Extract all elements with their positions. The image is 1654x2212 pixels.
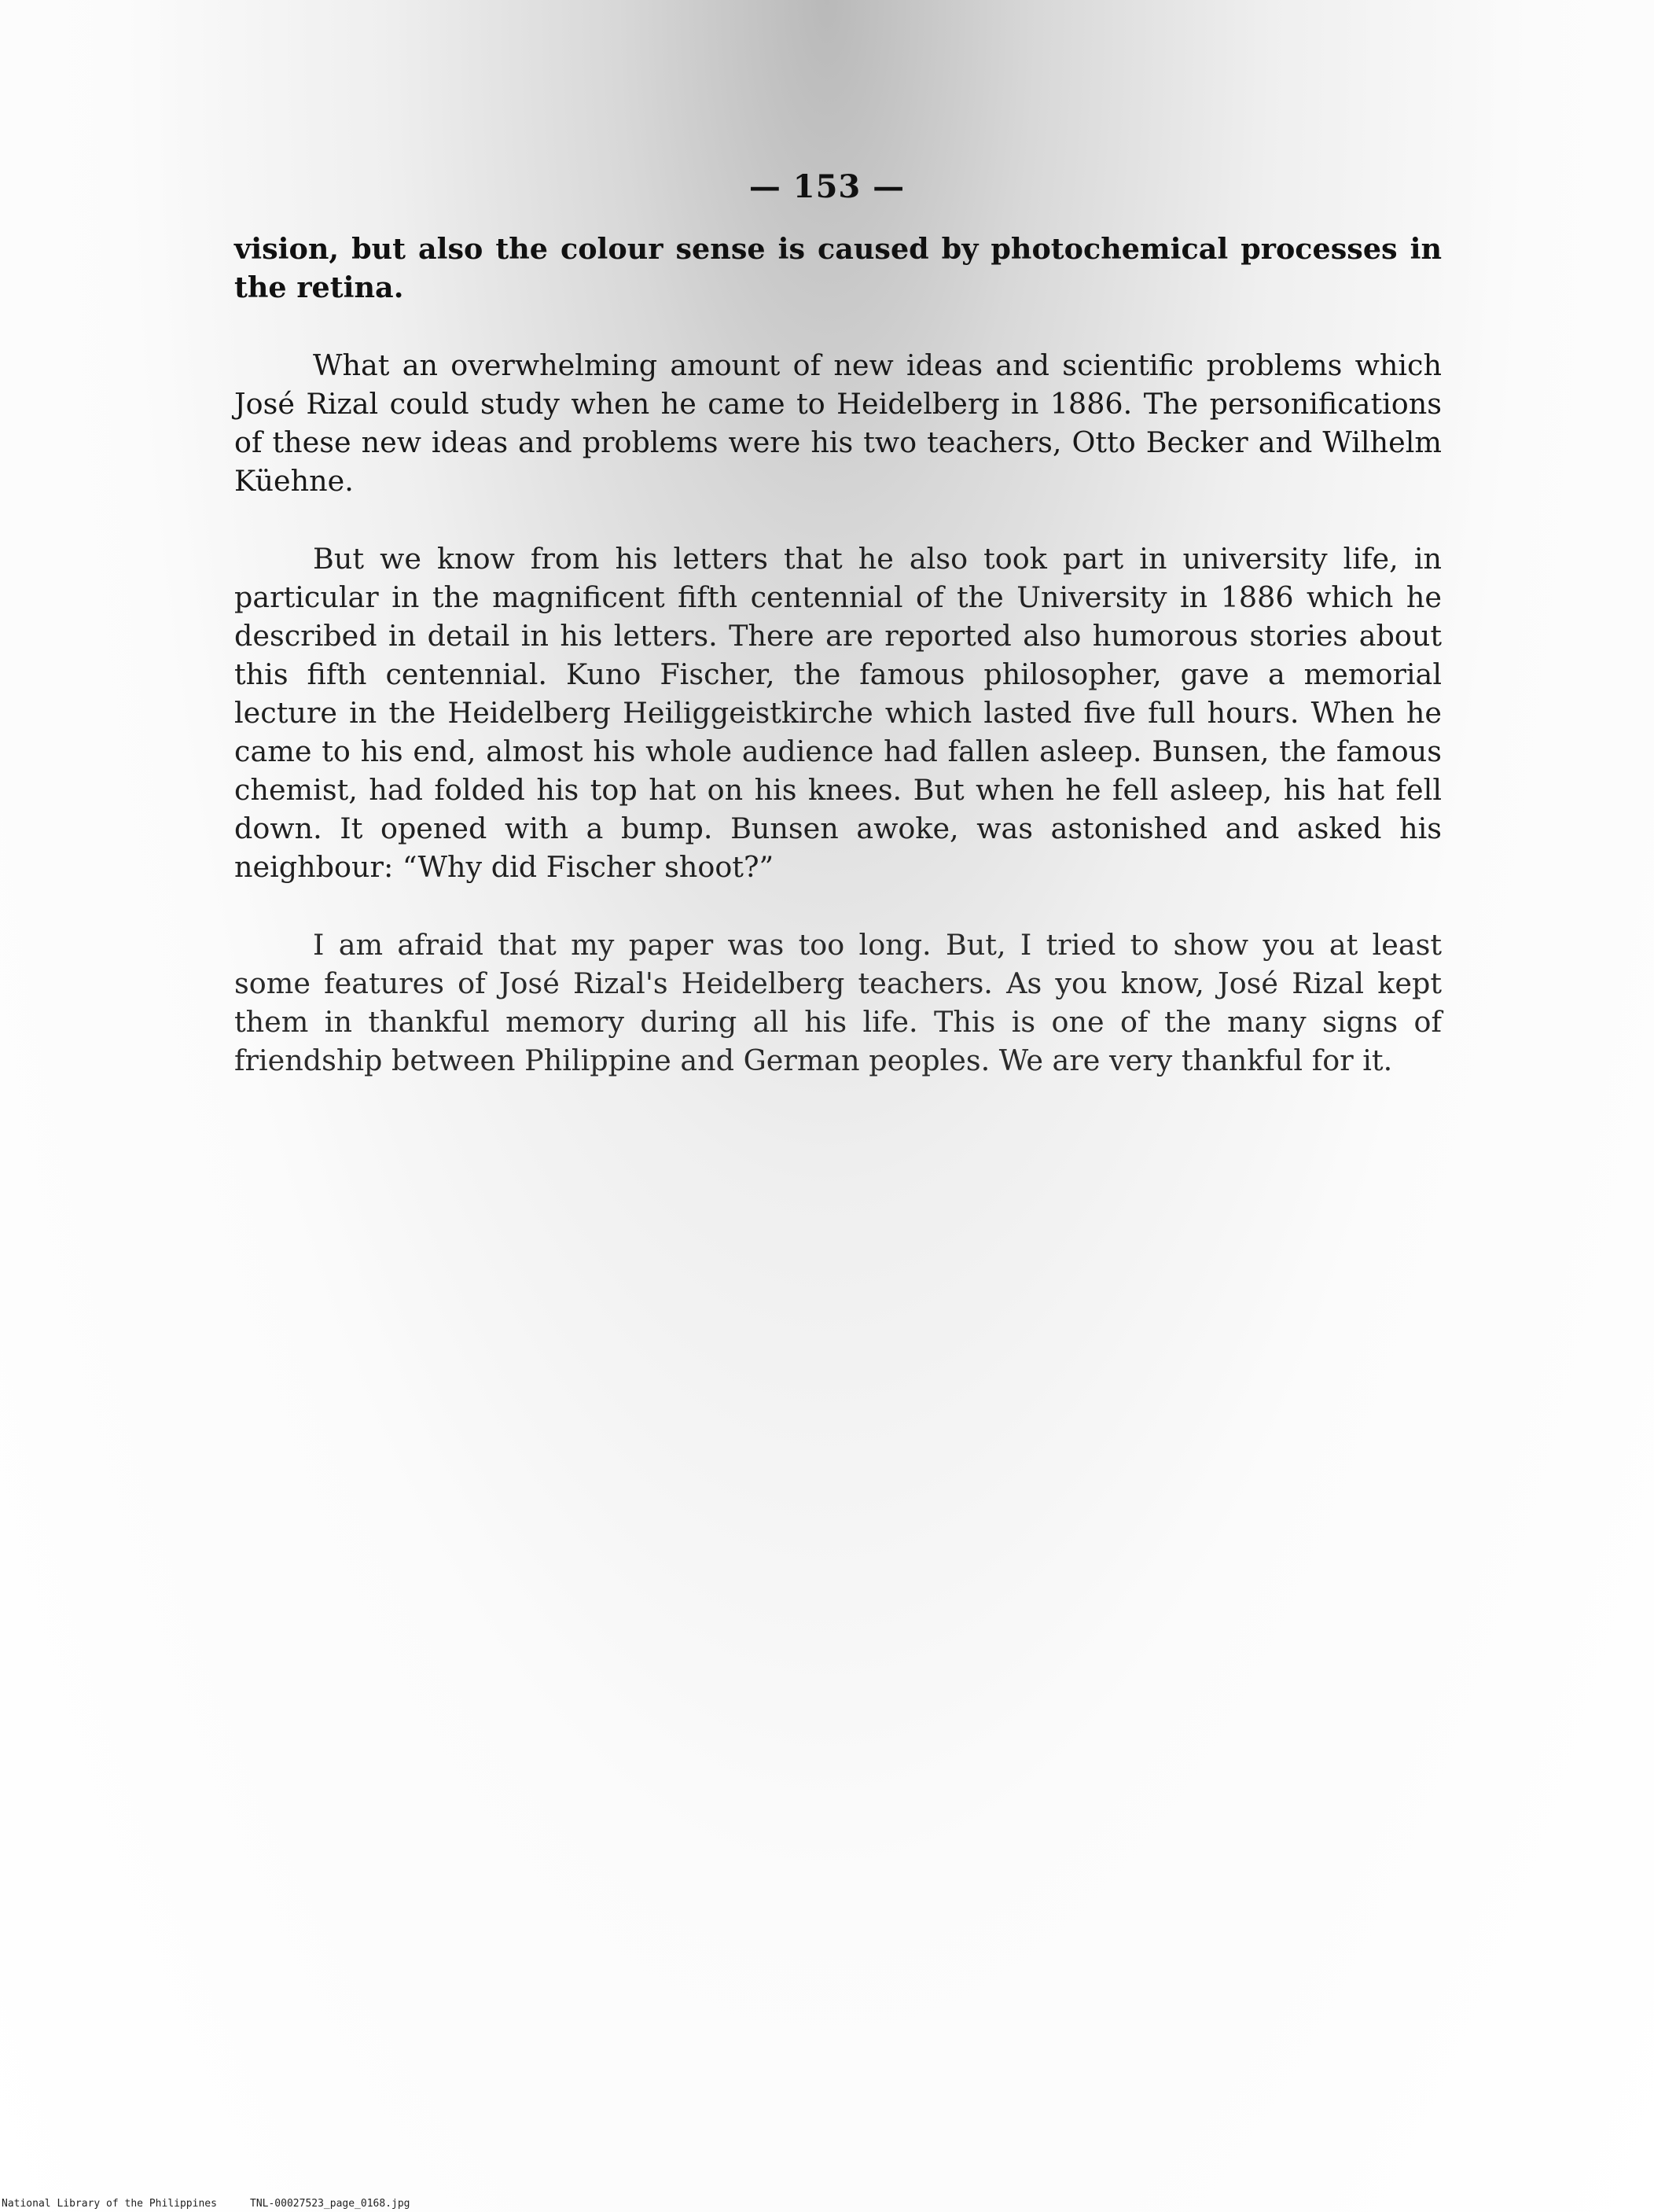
paragraph-2: What an overwhelming amount of new ideas and scientific problems which José Rizal could study when he came to Heidelberg in 1886. The personifications of these new ideas and problems were his two teachers, Otto Becker and Wilhelm Küehne. [234,348,1442,498]
paragraph-4: I am afraid that my paper was too long. But, I tried to show you at least some features of José Rizal's Heidelberg teachers. As you know, José Rizal kept them in thankful memory during all his life. This is one of the many signs of friendship between Philippine and German peoples. We are very thankful for it. [234,928,1442,1077]
paragraph-1: vision, but also the colour sense is caused by photochemical processes in the retina. [234,232,1442,304]
paragraph-3: But we know from his letters that he also took part in university life, in particular in the magnificent fifth centennial of the University in 1886 which he described in detail in his letters. There are reported also humorous stories about this fifth centennial. Kuno Fischer, the famous philosopher, gave a memorial lecture in the Heidelberg Heiliggeistkirche which lasted five full hours. When he came to his end, almost his whole audience had fallen asleep. Bunsen, the famous chemist, had folded his top hat on his knees. But when he fell asleep, his hat fell down. It opened with a bump. Bunsen awoke, was astonished and asked his neighbour: “Why did Fischer shoot?” [234,542,1442,884]
page-number: — 153 — [748,168,906,205]
body-text [234,230,1442,1119]
footer-source: National Library of the Philippines [2,2198,217,2210]
footer-filename: TNL-00027523_page_0168.jpg [250,2198,410,2210]
